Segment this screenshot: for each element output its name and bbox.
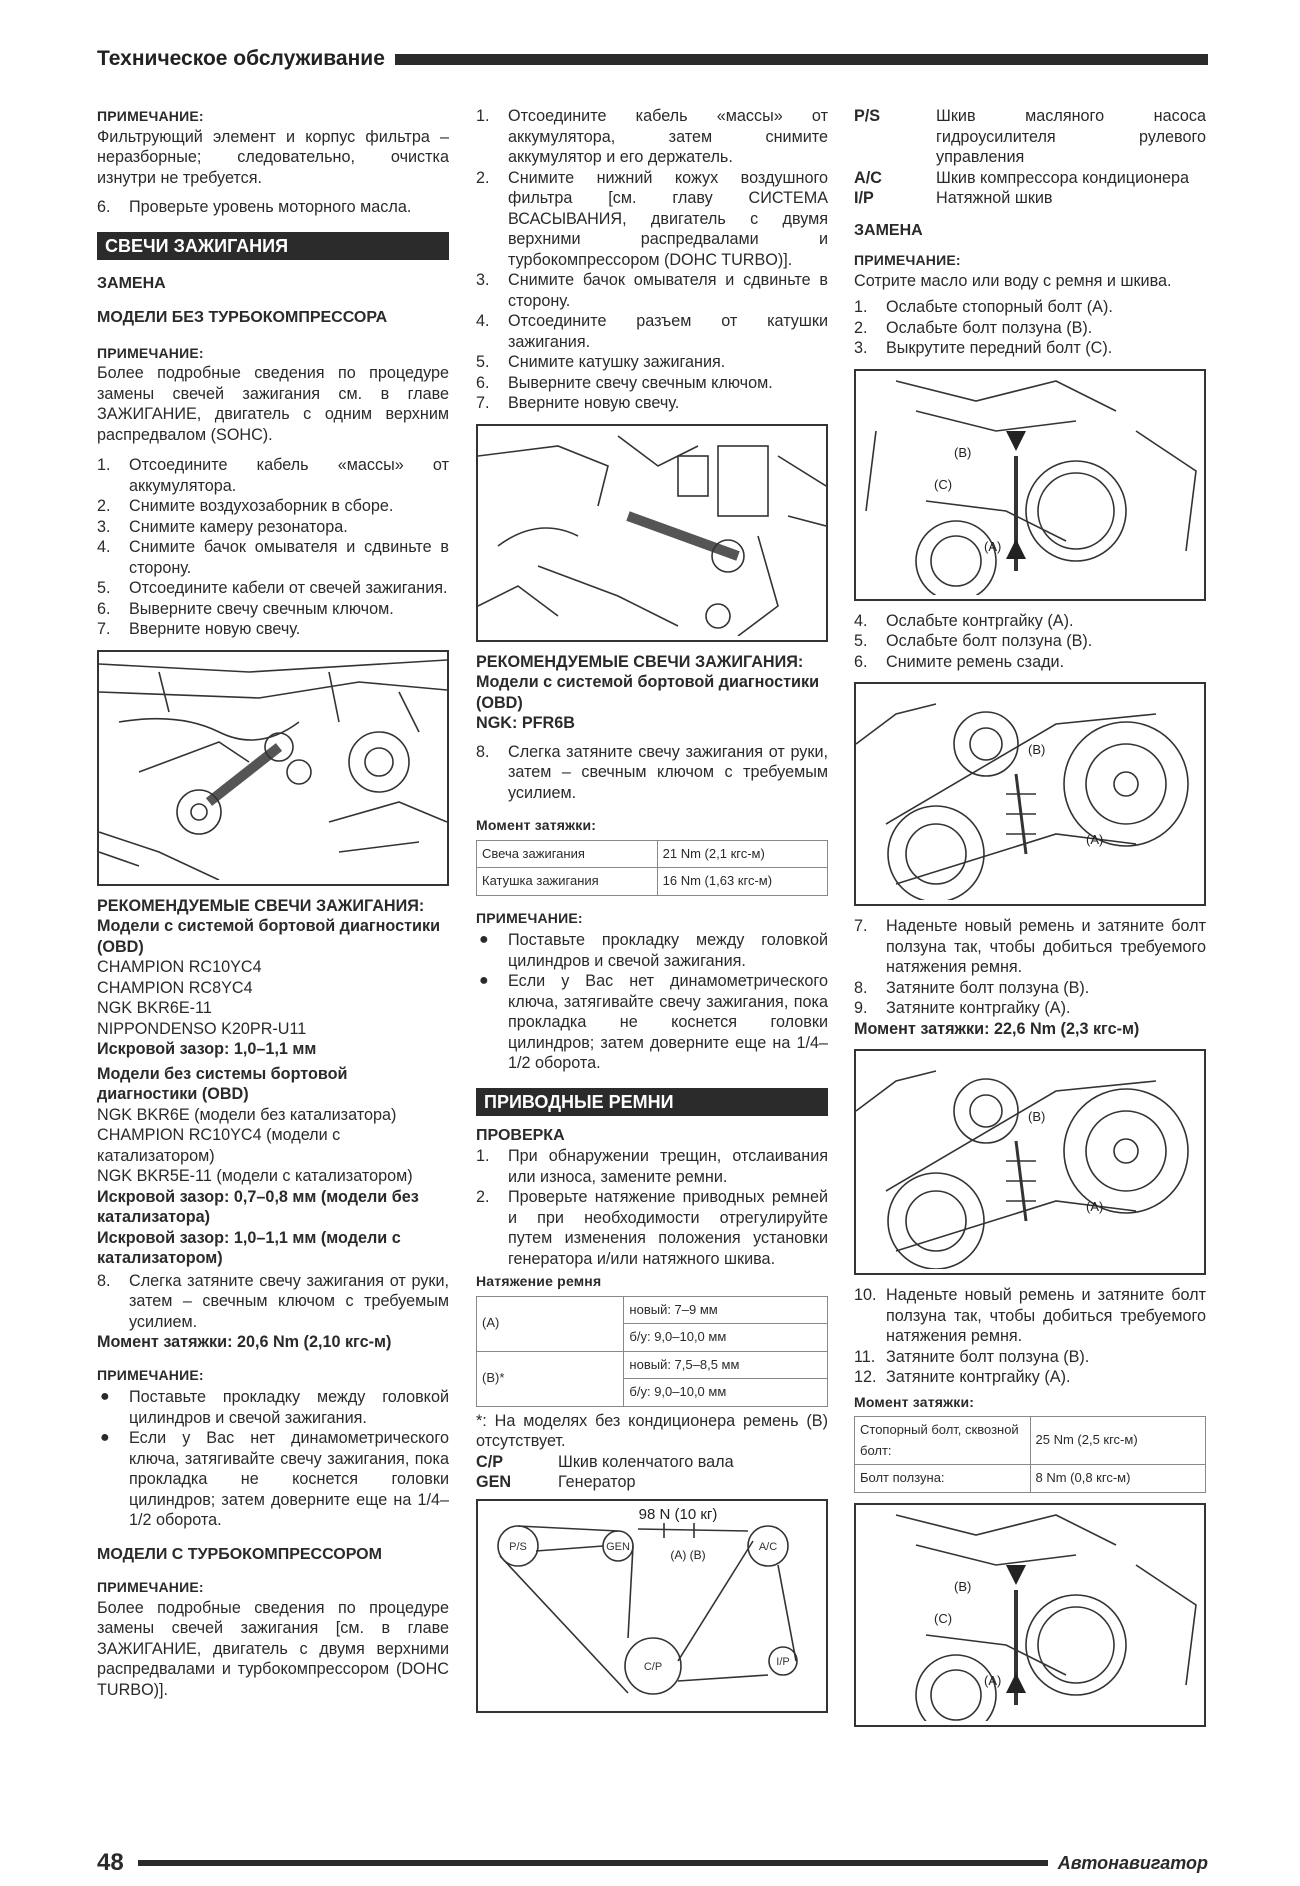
callout-label: (B) xyxy=(954,444,972,460)
note-text: Более подробные сведения по процедуре замены свечей зажигания см. в главе ЗАЖИГАНИЕ, двигатель с одним верхним распредвалом (SOHC). xyxy=(97,364,449,444)
abbr-row: GEN Генератор xyxy=(476,1473,636,1491)
pulley-label: C/P xyxy=(643,1660,663,1673)
plug-item: CHAMPION RC10YC4 xyxy=(97,958,262,976)
footnote: *: На моделях без кондиционера ремень (B) отсутствует. xyxy=(476,1411,828,1450)
note-label: ПРИМЕЧАНИЕ: xyxy=(97,1579,204,1595)
table-row: Стопорный болт, сквозной болт: 25 Nm (2,5 кгс-м) xyxy=(855,1417,1206,1465)
figure-belt-diagram xyxy=(476,1499,828,1713)
step-item: 1. Отсоедините кабель «массы» от аккумулятора. xyxy=(97,456,449,495)
step-item: 6. Выверните свечу свечным ключом. xyxy=(97,599,394,618)
header-title: Техническое обслуживание xyxy=(97,47,385,70)
table-row: Свеча зажигания 21 Nm (2,1 кгс-м) xyxy=(477,840,828,868)
step-item: 2. Снимите воздухозаборник в сборе. xyxy=(97,497,394,515)
table-row: б/у: 9,0–10,0 мм xyxy=(477,1379,828,1407)
step-item: 10. Наденьте новый ремень и затяните болт ползуна так, чтобы добиться требуемого натяжения ремня. xyxy=(854,1286,1206,1345)
page-header xyxy=(97,44,1208,74)
pulley-label: I/P xyxy=(776,1655,790,1668)
step-item: 9. Затяните контргайку (A). xyxy=(854,999,1071,1017)
figure-belt-tensioner-1 xyxy=(854,682,1206,906)
callout-label: (B) xyxy=(954,1578,972,1594)
step-item: 3. Снимите камеру резонатора. xyxy=(97,517,348,536)
step-item: 6. Проверьте уровень моторного масла. xyxy=(97,198,412,216)
step-item: 5. Снимите катушку зажигания. xyxy=(476,353,726,371)
recommended-heading: РЕКОМЕНДУЕМЫЕ СВЕЧИ ЗАЖИГАНИЯ: xyxy=(476,652,804,671)
pulley-label: GEN xyxy=(606,1540,630,1553)
note-text: Фильтрующий элемент и корпус фильтра – неразборные; следовательно, очистка изнутри не требуется. xyxy=(97,127,449,187)
header-rule xyxy=(395,54,1208,65)
figure-coil-removal xyxy=(476,424,828,642)
torque-heading: Момент затяжки: xyxy=(476,817,597,833)
footer-rule xyxy=(138,1860,1048,1866)
page-number: 48 xyxy=(97,1849,124,1876)
pulley-label: P/S xyxy=(509,1540,527,1553)
section-band-spark-plugs: СВЕЧИ ЗАЖИГАНИЯ xyxy=(97,232,449,260)
obd-heading: Модели с системой бортовой диагностики (OBD) xyxy=(476,673,820,712)
column-left xyxy=(97,106,449,1700)
abbr-row: A/C Шкив компрессора кондиционера xyxy=(854,168,1190,187)
table-row: Катушка зажигания 16 Nm (1,63 кгс-м) xyxy=(477,868,828,896)
callout-label: (C) xyxy=(934,476,953,492)
step-item: 2. Проверьте натяжение приводных ремней и при необходимости отрегулируйте путем изменения положения установки генератора и/или натяжного шкива. xyxy=(476,1188,828,1268)
step-item: 6. Снимите ремень сзади. xyxy=(854,652,1065,671)
step-item: 11. Затяните болт ползуна (B). xyxy=(854,1347,1090,1366)
pulley-label: A/C xyxy=(758,1540,778,1553)
figure-front-bolts xyxy=(854,369,1206,601)
tension-heading: Натяжение ремня xyxy=(476,1273,602,1289)
force-label: 98 N (10 кг) xyxy=(638,1505,718,1523)
obd-heading: Модели с системой бортовой диагностики (OBD) xyxy=(97,917,441,956)
section-band-drive-belts: ПРИВОДНЫЕ РЕМНИ xyxy=(476,1088,828,1116)
note-text: Более подробные сведения по процедуре замены свечей зажигания [см. в главе ЗАЖИГАНИЕ, двигатель с двумя верхними распредвалами и турбокомпрессором (DOHC TURBO)]. xyxy=(97,1598,449,1699)
step-item: 4. Снимите бачок омывателя и сдвиньте в сторону. xyxy=(97,538,449,577)
tension-table xyxy=(476,1296,828,1407)
step-item: 4. Отсоедините разъем от катушки зажигания. xyxy=(476,312,828,351)
plug-item: CHAMPION RC8YC4 xyxy=(97,978,253,997)
gap-spec: Искровой зазор: 1,0–1,1 мм (модели с катализатором) xyxy=(97,1228,401,1267)
bullet-item: ● Поставьте прокладку между головкой цилиндров и свечой зажигания. xyxy=(479,931,828,970)
callout-label: (A) xyxy=(1086,1199,1104,1214)
step-item: 7. Вверните новую свечу. xyxy=(97,620,301,638)
torque-spec: Момент затяжки: 20,6 Nm (2,10 кгс-м) xyxy=(97,1333,392,1351)
callout-label: (A) xyxy=(984,538,1002,554)
step-item: 5. Ослабьте болт ползуна (B). xyxy=(854,632,1093,650)
recommended-heading: РЕКОМЕНДУЕМЫЕ СВЕЧИ ЗАЖИГАНИЯ: xyxy=(97,896,425,915)
callout-label: (C) xyxy=(934,1610,953,1626)
step-item: 6. Выверните свечу свечным ключом. xyxy=(476,373,773,392)
figure-spark-plug-wrench xyxy=(97,650,449,886)
subheading-no-turbo: МОДЕЛИ БЕЗ ТУРБОКОМПРЕССОРА xyxy=(97,309,388,326)
step-item: 1. Отсоедините кабель «массы» от аккумулятора, затем снимите аккумулятор и его держатель. xyxy=(476,107,828,166)
torque-heading: Момент затяжки: xyxy=(854,1393,975,1410)
note-label: ПРИМЕЧАНИЕ: xyxy=(97,1366,204,1383)
step-item: 12. Затяните контргайку (A). xyxy=(854,1368,1071,1386)
brand-name: Автонавигатор xyxy=(1057,1852,1208,1873)
plug-item: NGK BKR5E-11 (модели с катализатором) xyxy=(97,1167,413,1185)
abbr-row: C/P Шкив коленчатого вала xyxy=(476,1452,734,1471)
step-item: 8. Затяните болт ползуна (B). xyxy=(854,978,1090,997)
gap-spec: Искровой зазор: 0,7–0,8 мм (модели без катализатора) xyxy=(97,1187,419,1226)
figure-front-bolts-2 xyxy=(854,1503,1206,1727)
step-item: 8. Слегка затяните свечу зажигания от руки, затем – свечным ключом с требуемым усилием. xyxy=(476,742,828,802)
plug-item: CHAMPION RC10YC4 (модели с катализатором) xyxy=(97,1126,341,1165)
note-label: ПРИМЕЧАНИЕ: xyxy=(97,344,204,361)
torque-table xyxy=(476,840,828,896)
note-label: ПРИМЕЧАНИЕ: xyxy=(97,108,204,124)
step-item: 4. Ослабьте контргайку (A). xyxy=(854,611,1074,630)
ngk-spec: NGK: PFR6B xyxy=(476,714,575,732)
step-item: 3. Снимите бачок омывателя и сдвиньте в сторону. xyxy=(476,271,828,310)
step-item: 2. Снимите нижний кожух воздушного фильтра [см. главу СИСТЕМА ВСАСЫВАНИЯ, двигатель с двумя верхними распредвалами и турбокомпрессором (DOHC TURBO)]. xyxy=(476,168,828,269)
bullet-item: ● Если у Вас нет динамометрического ключа, затягивайте свечу зажигания, пока прокладка не коснется головки цилиндров; затем доверните еще на 1/4–1/2 оборота. xyxy=(100,1429,449,1529)
step-item: 3. Выкрутите передний болт (C). xyxy=(854,339,1113,357)
plug-item: NIPPONDENSO K20PR-U11 xyxy=(97,1019,307,1038)
plug-item: NGK BKR6E (модели без катализатора) xyxy=(97,1105,397,1124)
callout-label: (A) xyxy=(1086,832,1104,847)
note-text: Сотрите масло или воду с ремня и шкива. xyxy=(854,271,1172,290)
subheading-replace: ЗАМЕНА xyxy=(854,221,923,239)
step-item: 1. При обнаружении трещин, отслаивания или износа, замените ремни. xyxy=(476,1147,828,1186)
page-footer xyxy=(97,1848,1208,1878)
torque-table xyxy=(854,1416,1206,1493)
subheading-turbo: МОДЕЛИ С ТУРБОКОМПРЕССОРОМ xyxy=(97,1545,382,1563)
gap-spec: Искровой зазор: 1,0–1,1 мм xyxy=(97,1040,317,1058)
belt-label: (A) (B) xyxy=(670,1547,706,1562)
table-row: (B)* новый: 7,5–8,5 мм xyxy=(477,1351,828,1379)
step-item: 8. Слегка затяните свечу зажигания от руки, затем – свечным ключом с требуемым усилием. xyxy=(97,1271,449,1331)
step-item: 7. Вверните новую свечу. xyxy=(476,394,680,412)
callout-label: (B) xyxy=(1028,1109,1046,1124)
table-row: б/у: 9,0–10,0 мм xyxy=(477,1324,828,1352)
torque-spec: Момент затяжки: 22,6 Nm (2,3 кгс-м) xyxy=(854,1019,1140,1038)
step-item: 7. Наденьте новый ремень и затяните болт ползуна так, чтобы добиться требуемого натяжения ремня. xyxy=(854,917,1206,976)
abbr-row: P/S Шкив масляного насоса гидроусилителя рулевого управления xyxy=(854,107,1206,166)
note-label: ПРИМЕЧАНИЕ: xyxy=(476,909,583,926)
column-middle xyxy=(476,106,828,1723)
bullet-item: ● Если у Вас нет динамометрического ключа, затягивайте свечу зажигания, пока прокладка не коснется головки цилиндров; затем доверните еще на 1/4–1/2 оборота. xyxy=(479,972,828,1072)
column-right xyxy=(854,106,1206,1737)
step-item: 2. Ослабьте болт ползуна (B). xyxy=(854,318,1093,337)
callout-label: (B) xyxy=(1028,742,1046,757)
note-label: ПРИМЕЧАНИЕ: xyxy=(854,252,961,268)
table-row: Болт ползуна: 8 Nm (0,8 кгс-м) xyxy=(855,1465,1206,1493)
table-row: (A) новый: 7–9 мм xyxy=(477,1296,828,1324)
figure-belt-tensioner-2 xyxy=(854,1049,1206,1275)
subheading-replace: ЗАМЕНА xyxy=(97,274,166,292)
subheading-check: ПРОВЕРКА xyxy=(476,1126,565,1144)
step-item: 5. Отсоедините кабели от свечей зажигания. xyxy=(97,579,448,597)
plug-item: NGK BKR6E-11 xyxy=(97,999,212,1017)
callout-label: (A) xyxy=(984,1672,1002,1688)
abbr-row: I/P Натяжной шкив xyxy=(854,189,1053,207)
step-item: 1. Ослабьте стопорный болт (A). xyxy=(854,298,1113,316)
bullet-item: ● Поставьте прокладку между головкой цилиндров и свечой зажигания. xyxy=(100,1388,449,1427)
no-obd-heading: Модели без системы бортовой диагностики (OBD) xyxy=(97,1064,348,1103)
